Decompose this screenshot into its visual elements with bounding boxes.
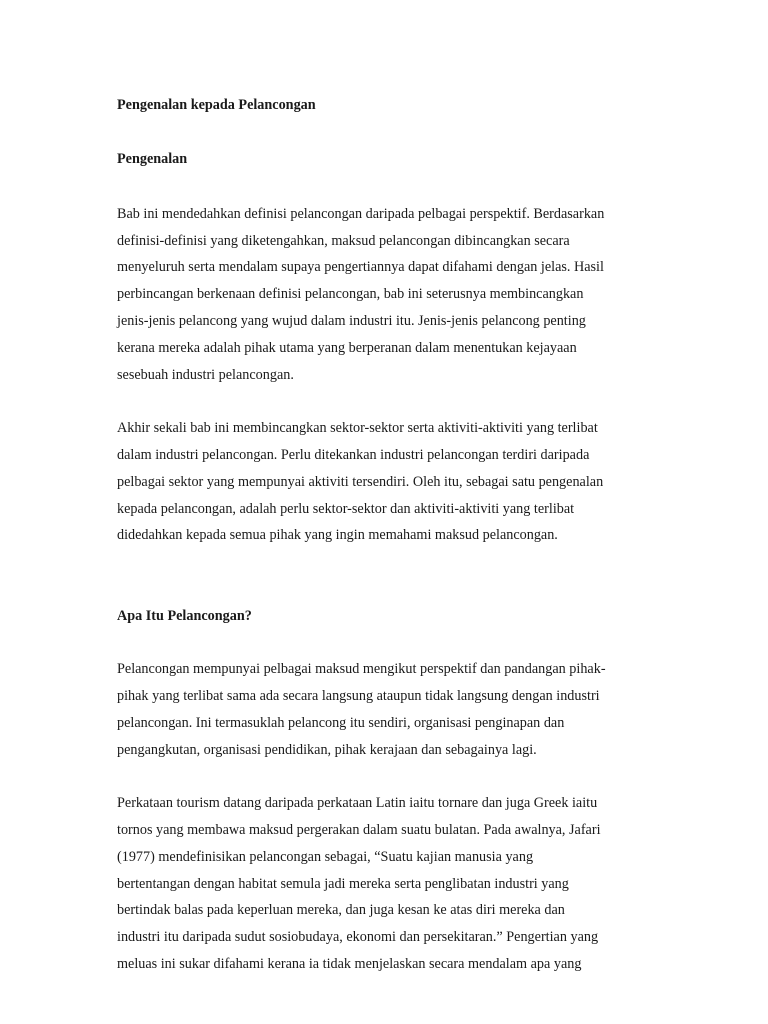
text-line: bertindak balas pada keperluan mereka, dan juga kesan ke atas diri mereka dan [117, 902, 565, 918]
text-line: didedahkan kepada semua pihak yang ingin memahami maksud pelancongan. [117, 527, 558, 543]
section-heading-apa-itu-pelancongan: Apa Itu Pelancongan? [117, 608, 252, 624]
text-line: pelancongan. Ini termasuklah pelancong itu sendiri, organisasi penginapan dan [117, 715, 565, 731]
text-line: Perkataan tourism datang daripada perkataan Latin iaitu tornare dan juga Greek iaitu [117, 795, 598, 811]
text-line: definisi-definisi yang diketengahkan, maksud pelancongan dibincangkan secara [117, 233, 570, 249]
text-line: dalam industri pelancongan. Perlu ditekankan industri pelancongan terdiri daripada [117, 447, 590, 463]
text-line: sesebuah industri pelancongan. [117, 367, 294, 383]
text-line: tornos yang membawa maksud pergerakan dalam suatu bulatan. Pada awalnya, Jafari [117, 822, 601, 838]
text-line: bertentangan dengan habitat semula jadi mereka serta penglibatan industri yang [117, 876, 569, 892]
text-line: menyeluruh serta mendalam supaya pengertiannya dapat difahami dengan jelas. Hasil [117, 259, 604, 275]
text-line: meluas ini sukar difahami kerana ia tidak menjelaskan secara mendalam apa yang [117, 956, 582, 972]
text-line: Bab ini mendedahkan definisi pelancongan daripada pelbagai perspektif. Berdasarkan [117, 206, 605, 222]
text-line: industri itu daripada sudut sosiobudaya, ekonomi dan persekitaran.” Pengertian yang [117, 929, 599, 945]
text-line: kerana mereka adalah pihak utama yang berperanan dalam menentukan kejayaan [117, 340, 577, 356]
document-title: Pengenalan kepada Pelancongan [117, 97, 316, 113]
section-heading-pengenalan: Pengenalan [117, 151, 188, 167]
text-line: (1977) mendefinisikan pelancongan sebagai, “Suatu kajian manusia yang [117, 849, 534, 865]
text-line: Akhir sekali bab ini membincangkan sektor-sektor serta aktiviti-aktiviti yang terlibat [117, 420, 598, 436]
text-line: jenis-jenis pelancong yang wujud dalam industri itu. Jenis-jenis pelancong penting [117, 313, 586, 329]
text-line: pengangkutan, organisasi pendidikan, pihak kerajaan dan sebagainya lagi. [117, 742, 537, 758]
text-line: perbincangan berkenaan definisi pelancongan, bab ini seterusnya membincangkan [117, 286, 584, 302]
text-line: kepada pelancongan, adalah perlu sektor-sektor dan aktiviti-aktiviti yang terlibat [117, 501, 575, 517]
text-line: Pelancongan mempunyai pelbagai maksud mengikut perspektif dan pandangan pihak- [117, 661, 606, 677]
text-line: pihak yang terlibat sama ada secara langsung ataupun tidak langsung dengan industri [117, 688, 600, 704]
text-line: pelbagai sektor yang mempunyai aktiviti tersendiri. Oleh itu, sebagai satu pengenalan [117, 474, 604, 490]
